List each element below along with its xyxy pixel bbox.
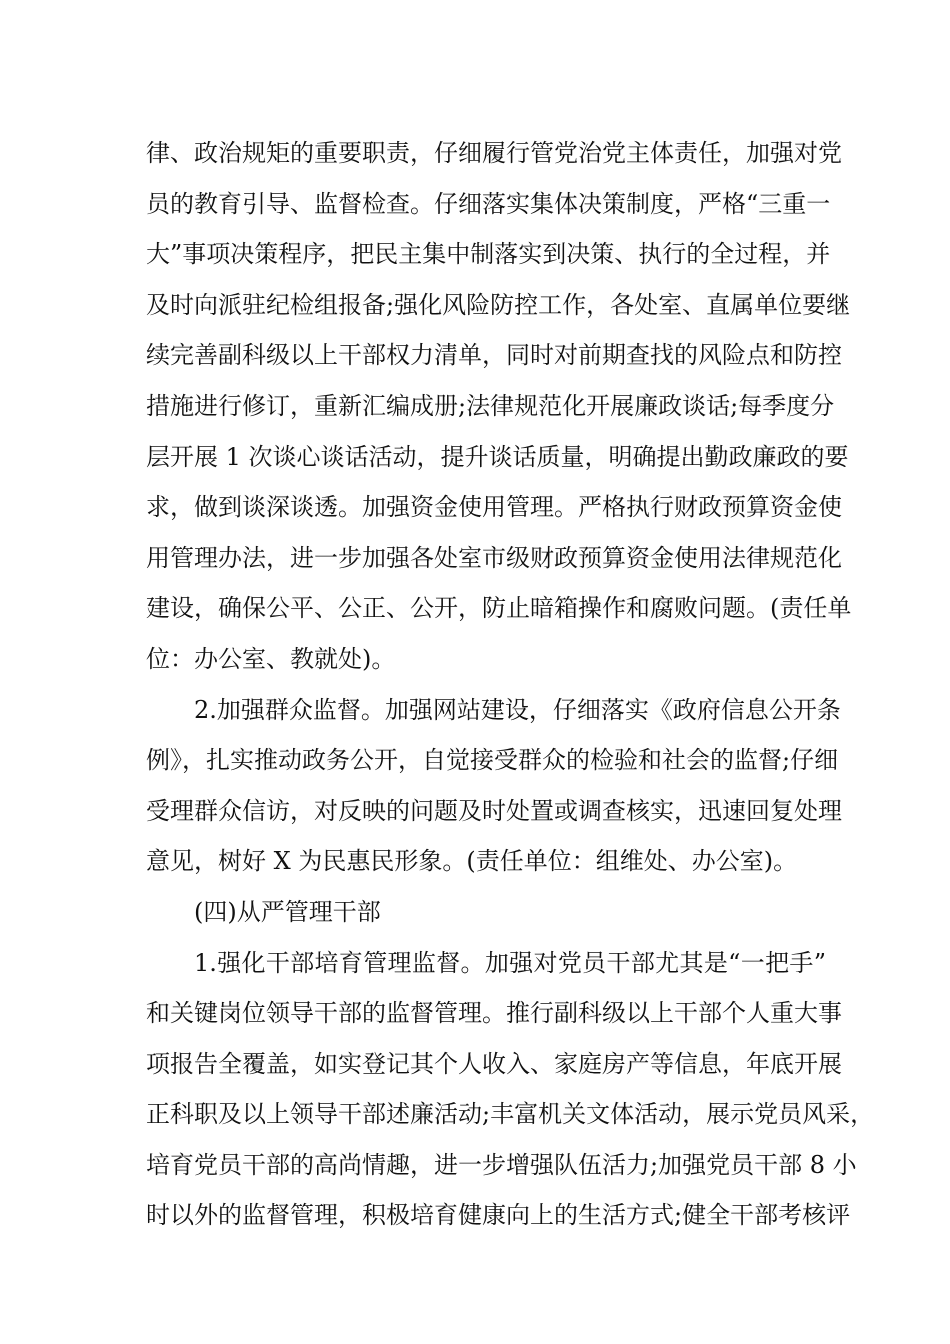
text-line: 受理群众信访，对反映的问题及时处置或调查核实，迅速回复处理 (146, 796, 842, 825)
text-line: 培育党员干部的高尚情趣，进一步增强队伍活力;加强党员干部 8 小 (146, 1150, 857, 1179)
text-line: 措施进行修订，重新汇编成册;法律规范化开展廉政谈话;每季度分 (146, 391, 835, 420)
text-line: 和关键岗位领导干部的监督管理。推行副科级以上干部个人重大事 (146, 999, 842, 1028)
text-line: 求，做到谈深谈透。加强资金使用管理。严格执行财政预算资金使 (146, 493, 842, 522)
document-body (146, 128, 875, 1241)
text-line: 及时向派驻纪检组报备;强化风险防控工作，各处室、直属单位要继 (146, 290, 851, 319)
text-line: 例》，扎实推动政务公开，自觉接受群众的检验和社会的监督;仔细 (146, 746, 839, 775)
section-heading: (四)从严管理干部 (194, 897, 381, 926)
text-line: 大”事项决策程序，把民主集中制落实到决策、执行的全过程，并 (146, 240, 831, 269)
paragraph-start-line: 2.加强群众监督。加强网站建设，仔细落实《政府信息公开条 (194, 695, 841, 724)
text-line: 续完善副科级以上干部权力清单，同时对前期查找的风险点和防控 (146, 341, 842, 370)
text-line: 建设，确保公平、公正、公开，防止暗箱操作和腐败问题。(责任单 (146, 594, 852, 623)
text-line: 员的教育引导、监督检查。仔细落实集体决策制度，严格“三重一 (146, 189, 831, 218)
text-line: 层开展 1 次谈心谈话活动，提升谈话质量，明确提出勤政廉政的要 (146, 442, 849, 471)
text-line: 正科职及以上领导干部述廉活动;丰富机关文体活动，展示党员风采， (146, 1100, 875, 1129)
text-line: 用管理办法，进一步加强各处室市级财政预算资金使用法律规范化 (146, 543, 842, 572)
paragraph-start-line: 1.强化干部培育管理监督。加强对党员干部尤其是“一把手” (194, 948, 826, 977)
text-line: 项报告全覆盖，如实登记其个人收入、家庭房产等信息，年底开展 (146, 1049, 842, 1078)
paragraph-end-line: 意见，树好 X 为民惠民形象。(责任单位：组维处、办公室)。 (146, 847, 798, 876)
text-line: 时以外的监督管理，积极培育健康向上的生活方式;健全干部考核评 (146, 1201, 851, 1230)
text-line: 律、政治规矩的重要职责，仔细履行管党治党主体责任，加强对党 (146, 139, 842, 167)
paragraph-end-line: 位：办公室、教就处)。 (146, 644, 396, 673)
